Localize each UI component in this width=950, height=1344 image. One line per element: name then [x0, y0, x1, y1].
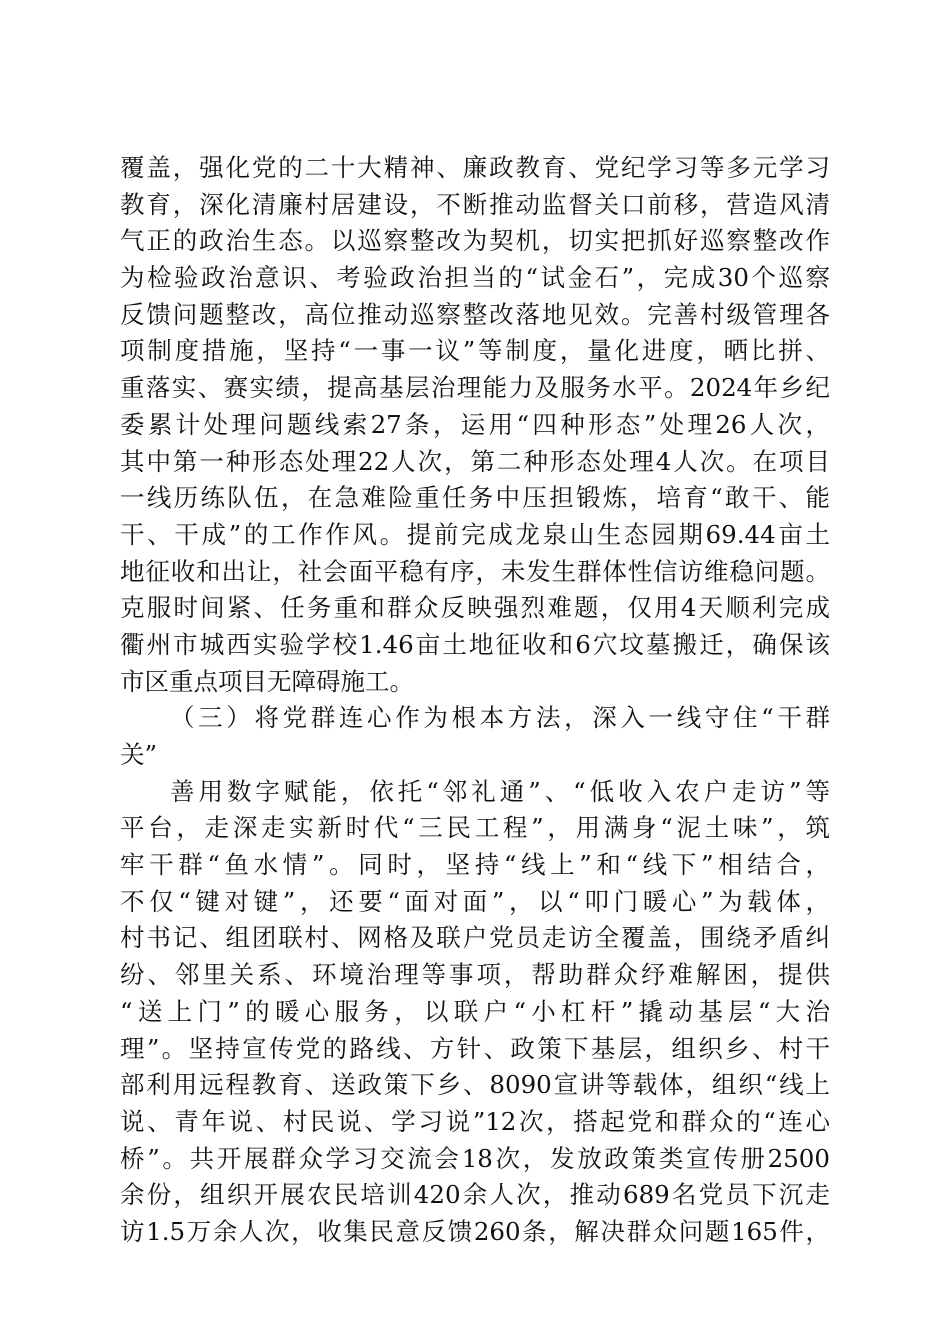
text-line: 桥”。共开展群众学习交流会18次，发放政策类宣传册2500: [120, 1143, 830, 1173]
text-line: 村书记、组团联村、网格及联户党员走访全覆盖，围绕矛盾纠: [120, 923, 830, 953]
text-line: 部利用远程教育、送政策下乡、8090宣讲等载体，组织“线上: [120, 1070, 830, 1100]
paragraph-first-line: 善用数字赋能，依托“邻礼通”、“低收入农户走访”等: [170, 776, 830, 806]
text-line: 为检验政治意识、考验政治担当的“试金石”，完成30个巡察: [120, 263, 830, 293]
text-line: 不仅“键对键”，还要“面对面”，以“叩门暖心”为载体，: [120, 886, 830, 916]
text-line: 平台，走深走实新时代“三民工程”，用满身“泥土味”，筑: [120, 813, 830, 843]
text-line: 教育，深化清廉村居建设，不断推动监督关口前移，营造风清: [120, 189, 830, 219]
text-line: 克服时间紧、任务重和群众反映强烈难题，仅用4天顺利完成: [120, 593, 830, 623]
text-line: 覆盖，强化党的二十大精神、廉政教育、党纪学习等多元学习: [120, 153, 830, 182]
text-line: 气正的政治生态。以巡察整改为契机，切实把抓好巡察整改作: [120, 226, 830, 256]
text-line: 理”。坚持宣传党的路线、方针、政策下基层，组织乡、村干: [120, 1033, 830, 1063]
section-heading-continuation: 关”: [120, 740, 158, 769]
text-line: 项制度措施，坚持“一事一议”等制度，量化进度，晒比拼、: [120, 336, 830, 366]
text-line: 说、青年说、村民说、学习说”12次，搭起党和群众的“连心: [120, 1106, 830, 1136]
text-line: 反馈问题整改，高位推动巡察整改落地见效。完善村级管理各: [120, 299, 830, 329]
text-line: 其中第一种形态处理22人次，第二种形态处理4人次。在项目: [120, 446, 830, 476]
text-line: 干、干成”的工作作风。提前完成龙泉山生态园期69.44亩土: [120, 519, 830, 549]
body-text: [120, 150, 830, 1251]
text-line: 市区重点项目无障碍施工。: [120, 666, 414, 696]
text-line: 纷、邻里关系、环境治理等事项，帮助群众纾难解困，提供: [120, 960, 830, 990]
text-line: 衢州市城西实验学校1.46亩土地征收和6穴坟墓搬迁，确保该: [120, 629, 830, 659]
text-line: 牢干群“鱼水情”。同时，坚持“线上”和“线下”相结合，: [120, 850, 830, 880]
text-line: 重落实、赛实绩，提高基层治理能力及服务水平。2024年乡纪: [120, 373, 830, 403]
text-line: “送上门”的暖心服务，以联户“小杠杆”撬动基层“大治: [120, 996, 830, 1026]
text-line: 访1.5万余人次，收集民意反馈260条，解决群众问题165件，: [120, 1216, 830, 1246]
section-heading: （三）将党群连心作为根本方法，深入一线守住“干群: [170, 703, 830, 733]
text-line: 一线历练队伍，在急难险重任务中压担锻炼，培育“敢干、能: [120, 483, 830, 513]
text-line: 余份，组织开展农民培训420余人次，推动689名党员下沉走: [120, 1180, 830, 1210]
text-line: 委累计处理问题线索27条，运用“四种形态”处理26人次，: [120, 409, 830, 439]
text-line: 地征收和出让，社会面平稳有序，未发生群体性信访维稳问题。: [120, 556, 830, 586]
